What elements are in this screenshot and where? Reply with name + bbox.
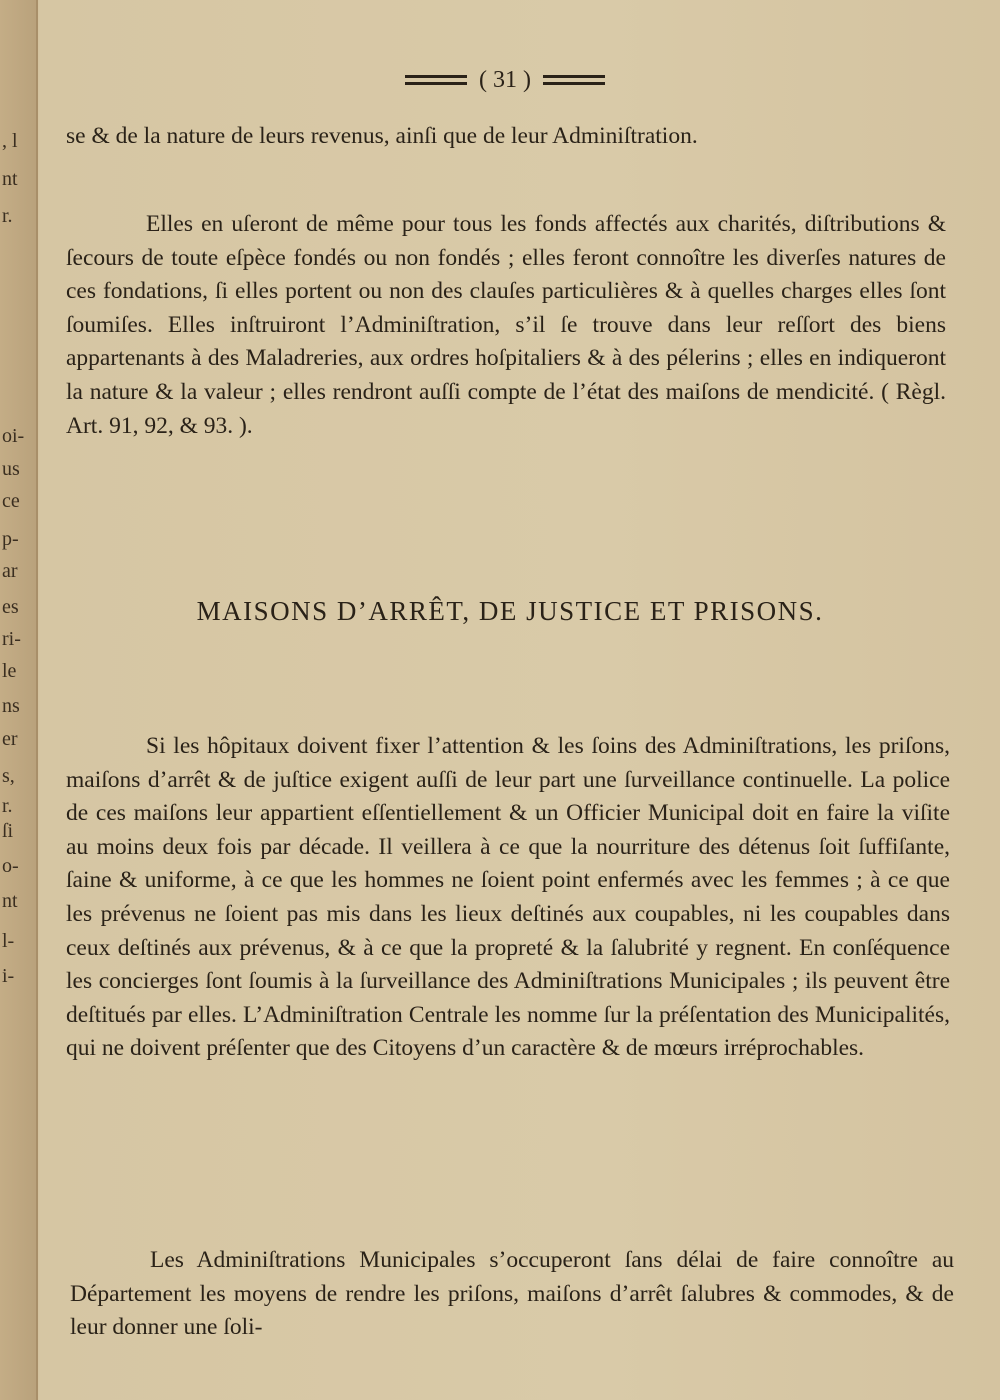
paragraph-charities — [66, 208, 946, 443]
header-rule-right — [543, 75, 605, 85]
gutter-fragment: r. — [2, 795, 13, 817]
gutter-fragment: ſi — [2, 820, 14, 842]
header-rule-left — [405, 75, 467, 85]
gutter-fragment: er — [2, 728, 18, 750]
gutter-fragment: ce — [2, 490, 20, 512]
gutter-fragment: i- — [2, 965, 15, 987]
paragraph-1: se & de la nature de leurs revenus, ainſi que de leur Adminiſtration. — [66, 123, 698, 149]
paragraph-4: Les Adminiſtrations Municipales s’occuperont ſans délai de faire connoître au Département les moyens de rendre les priſons, maiſons d’arrêt ſalubres & commodes, & de leur donner une ſoli- — [70, 1247, 954, 1341]
gutter-fragment: oi- — [2, 425, 25, 447]
gutter-fragment: es — [2, 596, 19, 618]
gutter-fragment: l- — [2, 930, 15, 952]
page-number: ( 31 ) — [479, 66, 531, 93]
paragraph-continuation — [66, 120, 946, 154]
gutter-fragment: ri- — [2, 628, 21, 650]
page-header — [380, 62, 630, 98]
gutter-fragment: p- — [2, 528, 19, 550]
gutter-fragment: us — [2, 458, 20, 480]
section-heading: MAISONS D’ARRÊT, DE JUSTICE ET PRISONS. — [196, 596, 824, 626]
gutter-fragment: o- — [2, 855, 19, 877]
gutter-fragment: nt — [2, 168, 18, 190]
paragraph-2: Elles en uſeront de même pour tous les fonds affectés aux charités, diſtributions & ſecours de toute eſpèce fondés ou non fondés ; elles feront connoître les diverſes natures de ces fondations, ſi elles portent ou non des clauſes particulières & à quelles charges elles ſont ſoumiſes. Elles inſtruiront l’Adminiſtration, s’il ſe trouve dans leur reſſort des biens appartenants à des Maladreries, aux ordres hoſpitaliers & à des pélerins ; elles en indiqueront la nature & la valeur ; elles rendront auſſi compte de l’état des maiſons de mendicité. ( Règl. Art. 91, 92, & 93. ). — [66, 211, 946, 439]
gutter-fragment: r. — [2, 205, 13, 227]
gutter-fragment: ar — [2, 560, 18, 582]
gutter-fragment: nt — [2, 890, 18, 912]
gutter-fragment: , l — [2, 130, 18, 152]
gutter-fragment: s, — [2, 765, 15, 787]
paragraph-prisons — [66, 730, 950, 1066]
paragraph-3: Si les hôpitaux doivent fixer l’attention & les ſoins des Adminiſtrations, les priſons, maiſons d’arrêt & de juſtice exigent auſſi de leur part une ſurveillance continuelle. La police de ces maiſons leur appartient eſſentiellement & un Officier Municipal doit en faire la viſite au moins deux fois par décade. Il veillera à ce que la nourriture des détenus ſoit ſuffiſante, ſaine & uniforme, à ce que les hommes ne ſoient point enfermés avec les femmes ; à ce que les prévenus ne ſoient pas mis dans les lieux deſtinés aux coupables, ni les coupables dans ceux deſtinés aux prévenus, & à ce que la propreté & la ſalubrité y regnent. En conſéquence les concierges ſont ſoumis à la ſurveillance des Adminiſtrations Municipales ; ils peuvent être deſtitués par elles. L’Adminiſtration Centrale les nomme ſur la préſentation des Municipalités, qui ne doivent préſenter que des Citoyens d’un caractère & de mœurs irréprochables. — [66, 733, 950, 1062]
gutter-fragment: le — [2, 660, 17, 682]
paragraph-municipal — [70, 1244, 954, 1345]
facing-page-gutter — [0, 0, 38, 1400]
gutter-fragment: ns — [2, 695, 20, 717]
